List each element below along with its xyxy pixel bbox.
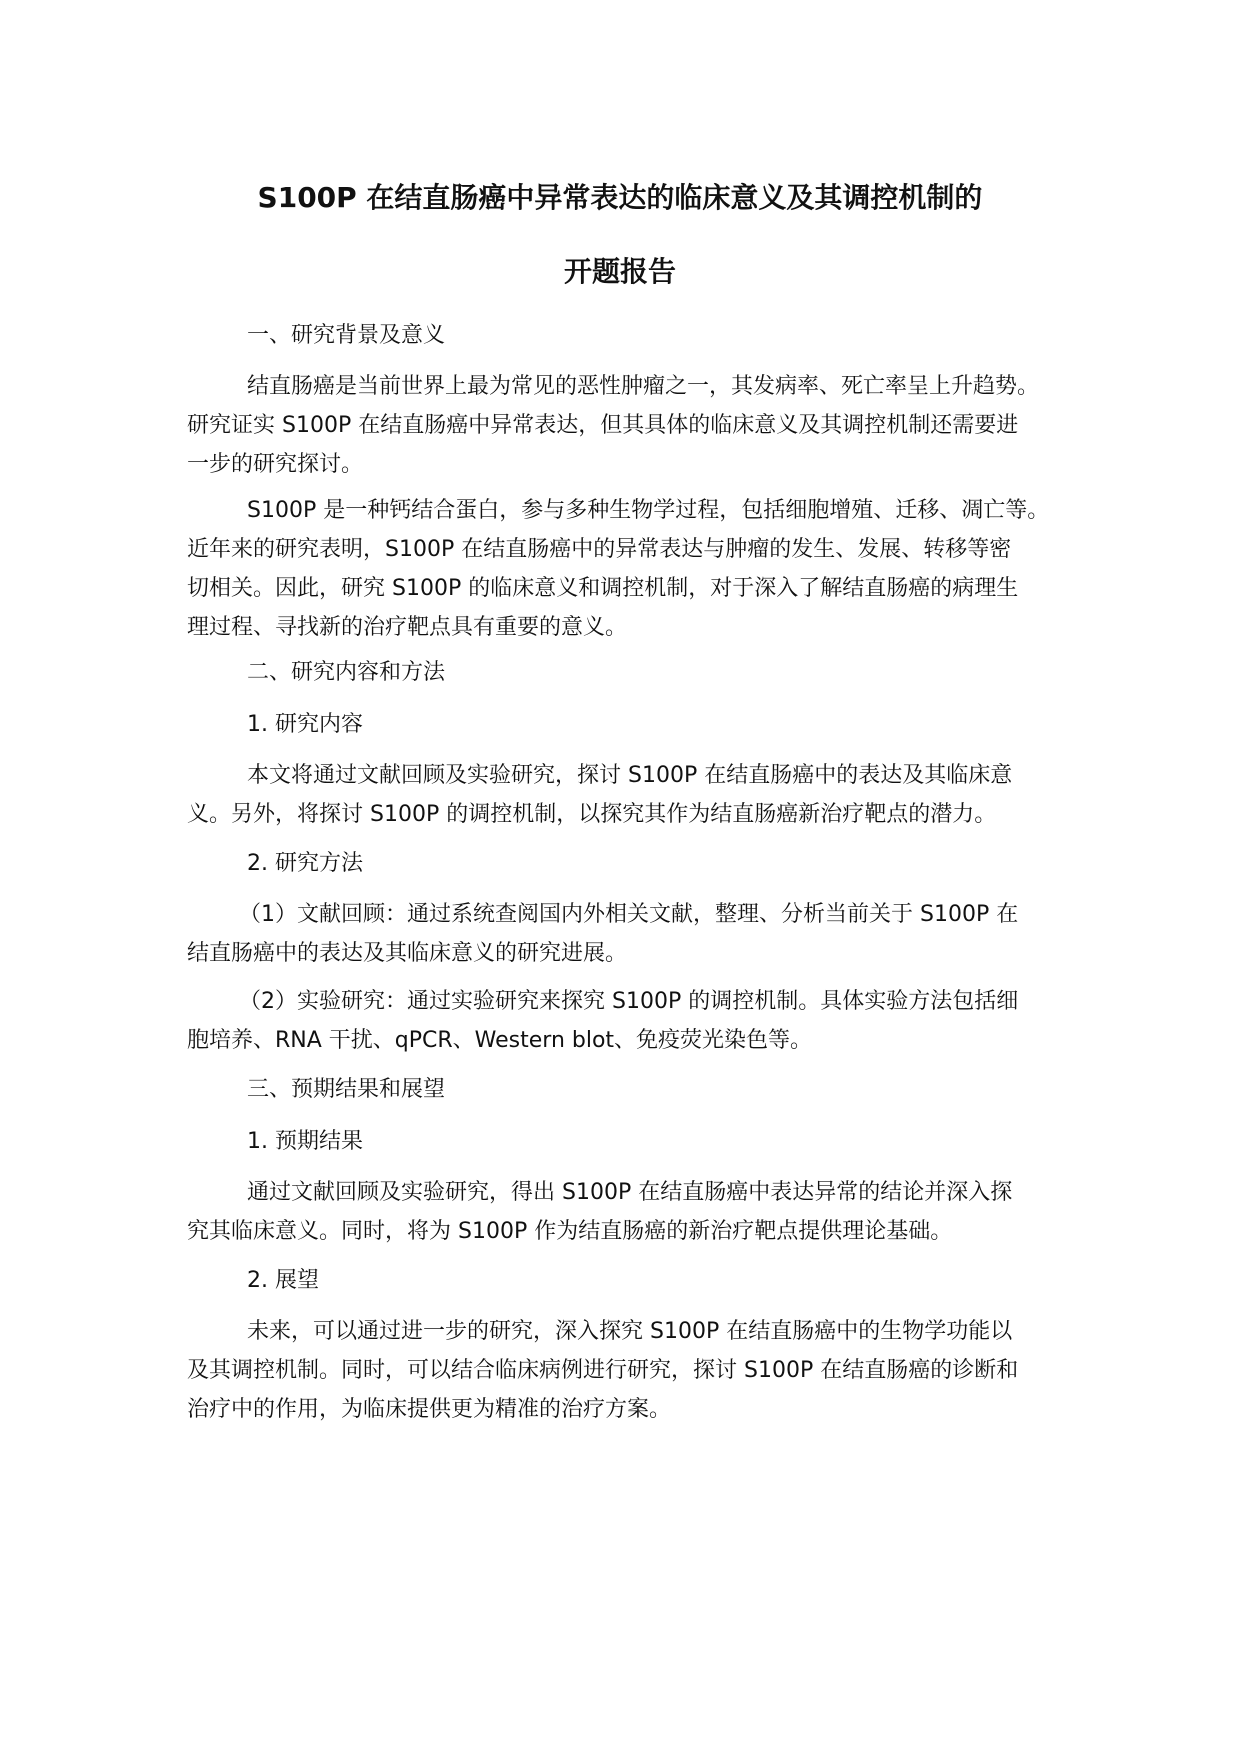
- paragraph-line: 切相关。因此，研究 S100P 的临床意义和调控机制，对于深入了解结直肠癌的病理生: [187, 576, 1019, 601]
- paragraph-line: 治疗中的作用，为临床提供更为精准的治疗方案。: [187, 1397, 672, 1422]
- section-3-sub-1-paragraph: [187, 1173, 1057, 1251]
- section-2-sub-1-heading: 1. 研究内容: [247, 712, 363, 737]
- paragraph-line: 胞培养、RNA 干扰、qPCR、Western blot、免疫荧光染色等。: [187, 1028, 813, 1053]
- document-title-line-2: 开题报告: [563, 255, 676, 288]
- paragraph-line: （2）实验研究：通过实验研究来探究 S100P 的调控机制。具体实验方法包括细: [239, 989, 1019, 1014]
- section-3-sub-1-heading: 1. 预期结果: [247, 1129, 363, 1154]
- paragraph-line: 理过程、寻找新的治疗靶点具有重要的意义。: [187, 615, 628, 640]
- paragraph-line: （1）文献回顾：通过系统查阅国内外相关文献，整理、分析当前关于 S100P 在: [239, 902, 1019, 927]
- section-3-sub-2-heading: 2. 展望: [247, 1268, 319, 1293]
- paragraph-line: 结直肠癌中的表达及其临床意义的研究进展。: [187, 941, 628, 966]
- section-3-sub-2-paragraph: [187, 1312, 1057, 1429]
- section-2-sub-2-paragraph-2: [187, 982, 1057, 1060]
- paragraph-line: 义。另外，将探讨 S100P 的调控机制，以探究其作为结直肠癌新治疗靶点的潜力。: [187, 802, 997, 827]
- section-2-heading: 二、研究内容和方法: [247, 660, 446, 685]
- section-1-paragraph-2: [187, 491, 1057, 647]
- section-2-sub-1-paragraph: [187, 756, 1057, 834]
- section-1-heading: 一、研究背景及意义: [247, 323, 446, 348]
- document-title-line-1: S100P 在结直肠癌中异常表达的临床意义及其调控机制的: [257, 181, 983, 214]
- section-2-sub-2-heading: 2. 研究方法: [247, 851, 363, 876]
- paragraph-line: 究其临床意义。同时，将为 S100P 作为结直肠癌的新治疗靶点提供理论基础。: [187, 1219, 953, 1244]
- paragraph-line: 未来，可以通过进一步的研究，深入探究 S100P 在结直肠癌中的生物学功能以: [247, 1319, 1013, 1344]
- paragraph-line: 一步的研究探讨。: [187, 452, 364, 477]
- paragraph-line: S100P 是一种钙结合蛋白，参与多种生物学过程，包括细胞增殖、迁移、凋亡等。: [247, 498, 1050, 523]
- paragraph-line: 本文将通过文献回顾及实验研究，探讨 S100P 在结直肠癌中的表达及其临床意: [247, 763, 1013, 788]
- paragraph-line: 及其调控机制。同时，可以结合临床病例进行研究，探讨 S100P 在结直肠癌的诊断和: [187, 1358, 1019, 1383]
- paragraph-line: 研究证实 S100P 在结直肠癌中异常表达，但其具体的临床意义及其调控机制还需要进: [187, 413, 1019, 438]
- section-2-sub-2-paragraph-1: [187, 895, 1057, 973]
- section-3-heading: 三、预期结果和展望: [247, 1077, 446, 1102]
- section-1-paragraph-1: [187, 367, 1057, 484]
- paragraph-line: 结直肠癌是当前世界上最为常见的恶性肿瘤之一，其发病率、死亡率呈上升趋势。: [247, 374, 1040, 399]
- paragraph-line: 通过文献回顾及实验研究，得出 S100P 在结直肠癌中表达异常的结论并深入探: [247, 1180, 1013, 1205]
- paragraph-line: 近年来的研究表明，S100P 在结直肠癌中的异常表达与肿瘤的发生、发展、转移等密: [187, 537, 1012, 562]
